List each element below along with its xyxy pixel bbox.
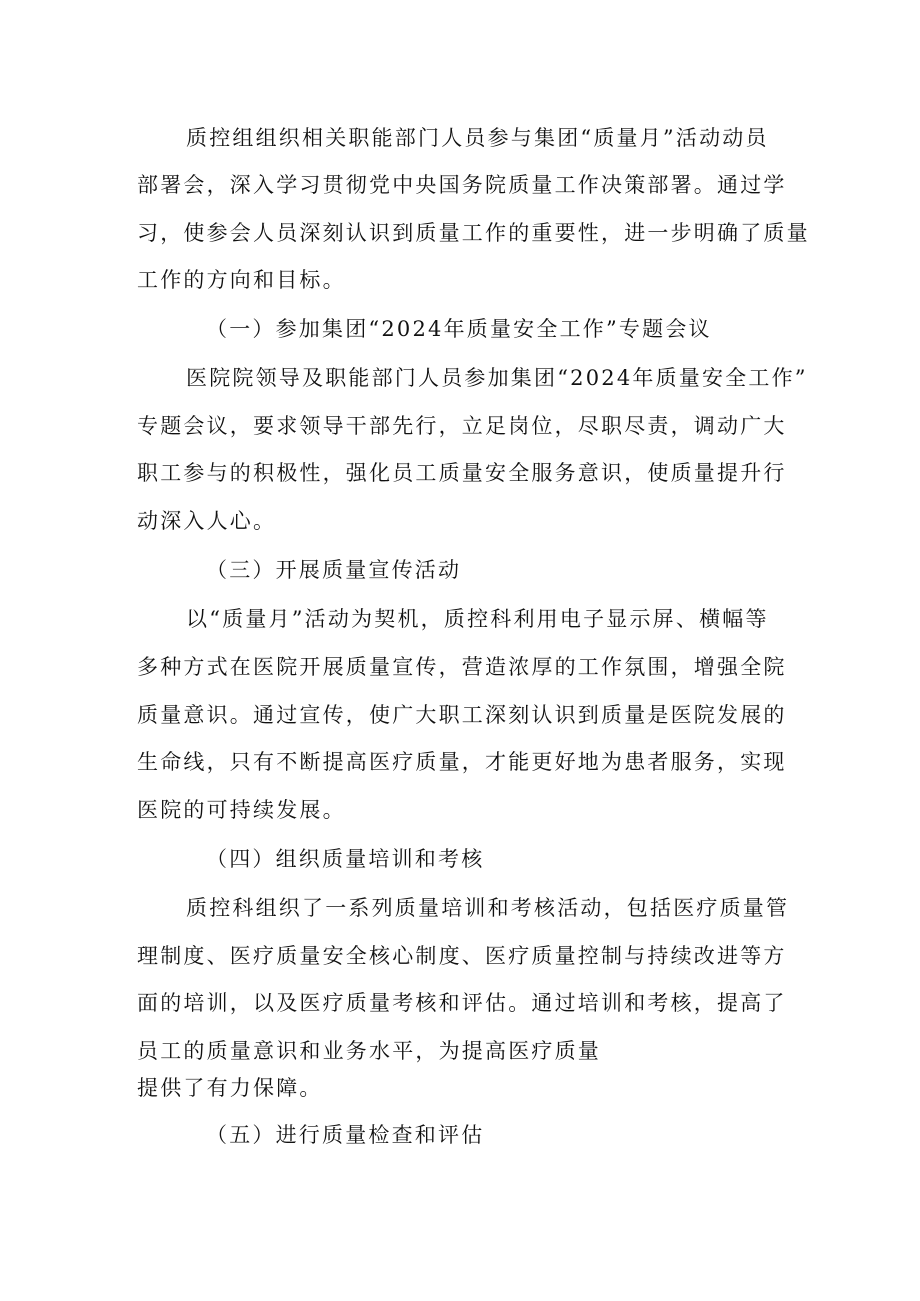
paragraph-2-line-2: 专题会议，要求领导干部先行，立足岗位，尽职尽责，调动广大	[137, 414, 787, 438]
paragraph-3-line-5: 医院的可持续发展。	[137, 798, 346, 822]
section-heading-4: （四）组织质量培训和考核	[206, 847, 485, 871]
paragraph-3-line-2: 多种方式在医院开展质量宣传，营造浓厚的工作氛围，增强全院	[137, 655, 787, 679]
paragraph-1-line-1: 质控组组织相关职能部门人员参与集团“质量月”活动动员	[186, 126, 769, 150]
paragraph-1-line-3: 习，使参会人员深刻认识到质量工作的重要性，进一步明确了质量	[137, 221, 810, 245]
paragraph-2-line-3: 职工参与的积极性，强化员工质量安全服务意识，使质量提升行	[137, 461, 787, 485]
paragraph-3-line-4: 生命线，只有不断提高医疗质量，才能更好地为患者服务，实现	[137, 750, 787, 774]
paragraph-4-line-1: 质控科组织了一系列质量培训和考核活动，包括医疗质量管	[186, 896, 790, 920]
section-heading-5: （五）进行质量检查和评估	[206, 1123, 485, 1147]
paragraph-2-line-1: 医院院领导及职能部门人员参加集团“2024年质量安全工作”	[186, 366, 808, 390]
paragraph-1-line-4: 工作的方向和目标。	[137, 268, 346, 292]
paragraph-4-line-5: 提供了有力保障。	[137, 1076, 323, 1100]
paragraph-4-line-4: 员工的质量意识和业务水平，为提高医疗质量	[137, 1039, 601, 1063]
paragraph-3-line-3: 质量意识。通过宣传，使广大职工深刻认识到质量是医院发展的	[137, 703, 787, 727]
paragraph-4-line-3: 面的培训，以及医疗质量考核和评估。通过培训和考核，提高了	[137, 991, 787, 1015]
section-heading-3: （三）开展质量宣传活动	[206, 558, 462, 582]
section-heading-1: （一）参加集团“2024年质量安全工作”专题会议	[206, 317, 712, 341]
paragraph-2-line-4: 动深入人心。	[137, 509, 277, 533]
paragraph-4-line-2: 理制度、医疗质量安全核心制度、医疗质量控制与持续改进等方	[137, 944, 787, 968]
paragraph-3-line-1: 以“质量月”活动为契机，质控科利用电子显示屏、横幅等	[186, 607, 769, 631]
paragraph-1-line-2: 部署会，深入学习贯彻党中央国务院质量工作决策部署。通过学	[137, 173, 787, 197]
